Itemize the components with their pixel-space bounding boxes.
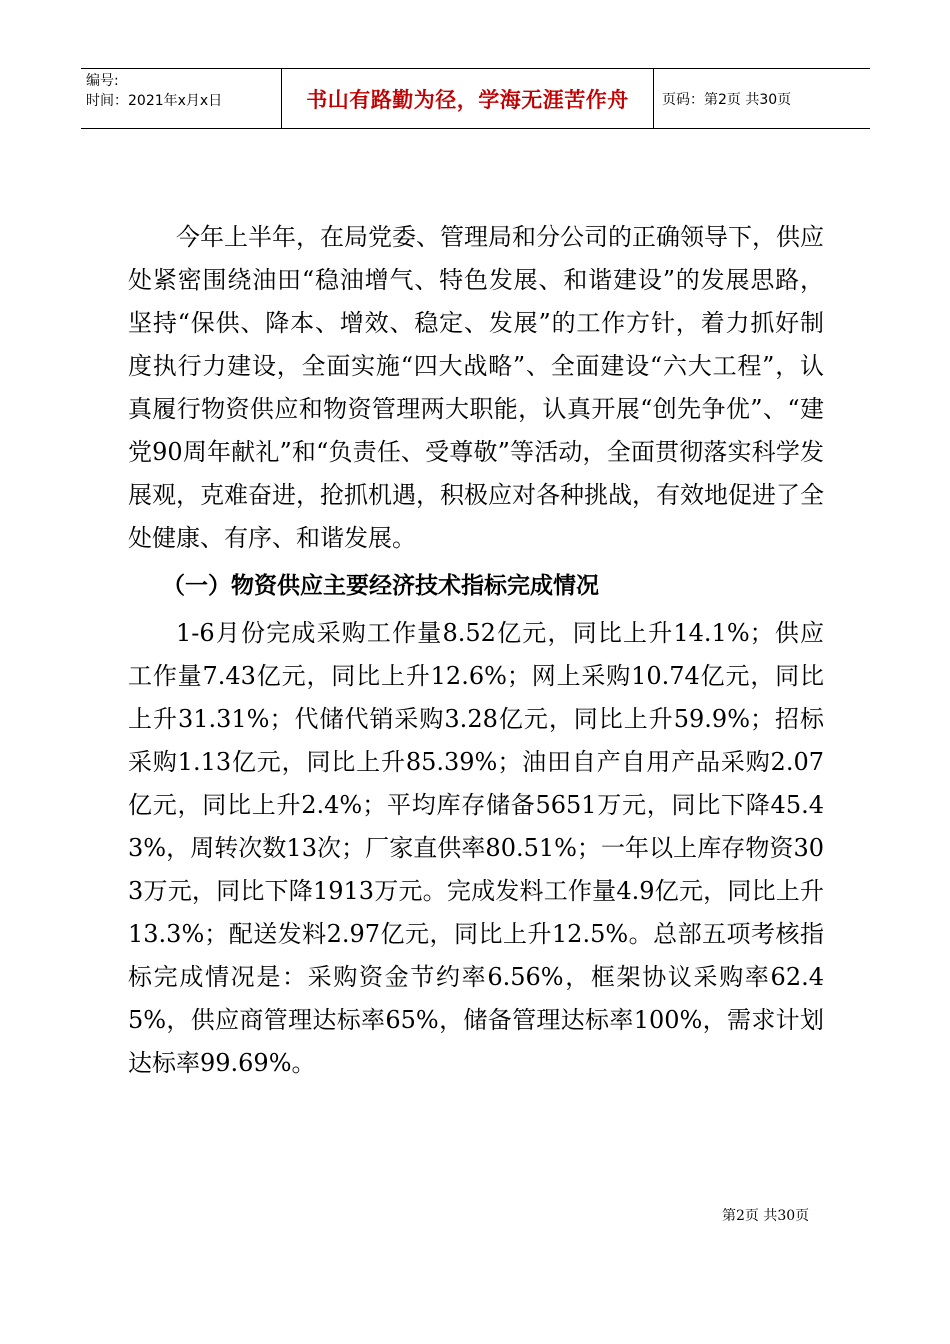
page-footer: 第2页 共30页 — [722, 1208, 810, 1224]
header-meta — [81, 69, 282, 128]
page-header — [81, 68, 870, 129]
header-page-number: 页码：第2页 共30页 — [662, 91, 792, 108]
document-date: 时间：2021年x月x日 — [86, 93, 223, 109]
section-heading: （一）物资供应主要经济技术指标完成情况 — [162, 572, 599, 599]
indicators-paragraph: 1-6月份完成采购工作量8.52亿元，同比上升14.1%；供应工作量7.43亿元，同比上升12.6%；网上采购10.74亿元，同比上升31.31%；代储代销采购3.28亿元，同比上升59.9%；招标采购1.13亿元，同比上升85.39%；油田自产自用产品采购2.07亿元，同比上升2.4%；平均库存储备5651万元，同比下降45.43%，周转次数13次；厂家直供率80.51%；一年以上库存物资303万元，同比下降1913万元。完成发料工作量4.9亿元，同比上升13.3%；配送发料2.97亿元，同比上升12.5%。总部五项考核指标完成情况是：采购资金节约率6.56%，框架协议采购率62.45%，供应商管理达标率65%，储备管理达标率100%，需求计划达标率99.69%。 — [128, 619, 824, 1077]
intro-paragraph: 今年上半年，在局党委、管理局和分公司的正确领导下，供应处紧密围绕油田“稳油增气、特色发展、和谐建设”的发展思路，坚持“保供、降本、增效、稳定、发展”的工作方针，着力抓好制度执行力建设，全面实施“四大战略”、全面建设“六大工程”，认真履行物资供应和物资管理两大职能，认真开展“创先争优”、“建党90周年献礼”和“负责任、受尊敬”等活动，全面贯彻落实科学发展观，克难奋进，抢抓机遇，积极应对各种挑战，有效地促进了全处健康、有序、和谐发展。 — [128, 223, 824, 552]
document-body — [128, 216, 824, 1085]
header-motto: 书山有路勤为径，学海无涯苦作舟 — [282, 69, 654, 128]
document-number-label: 编号: — [86, 73, 119, 89]
